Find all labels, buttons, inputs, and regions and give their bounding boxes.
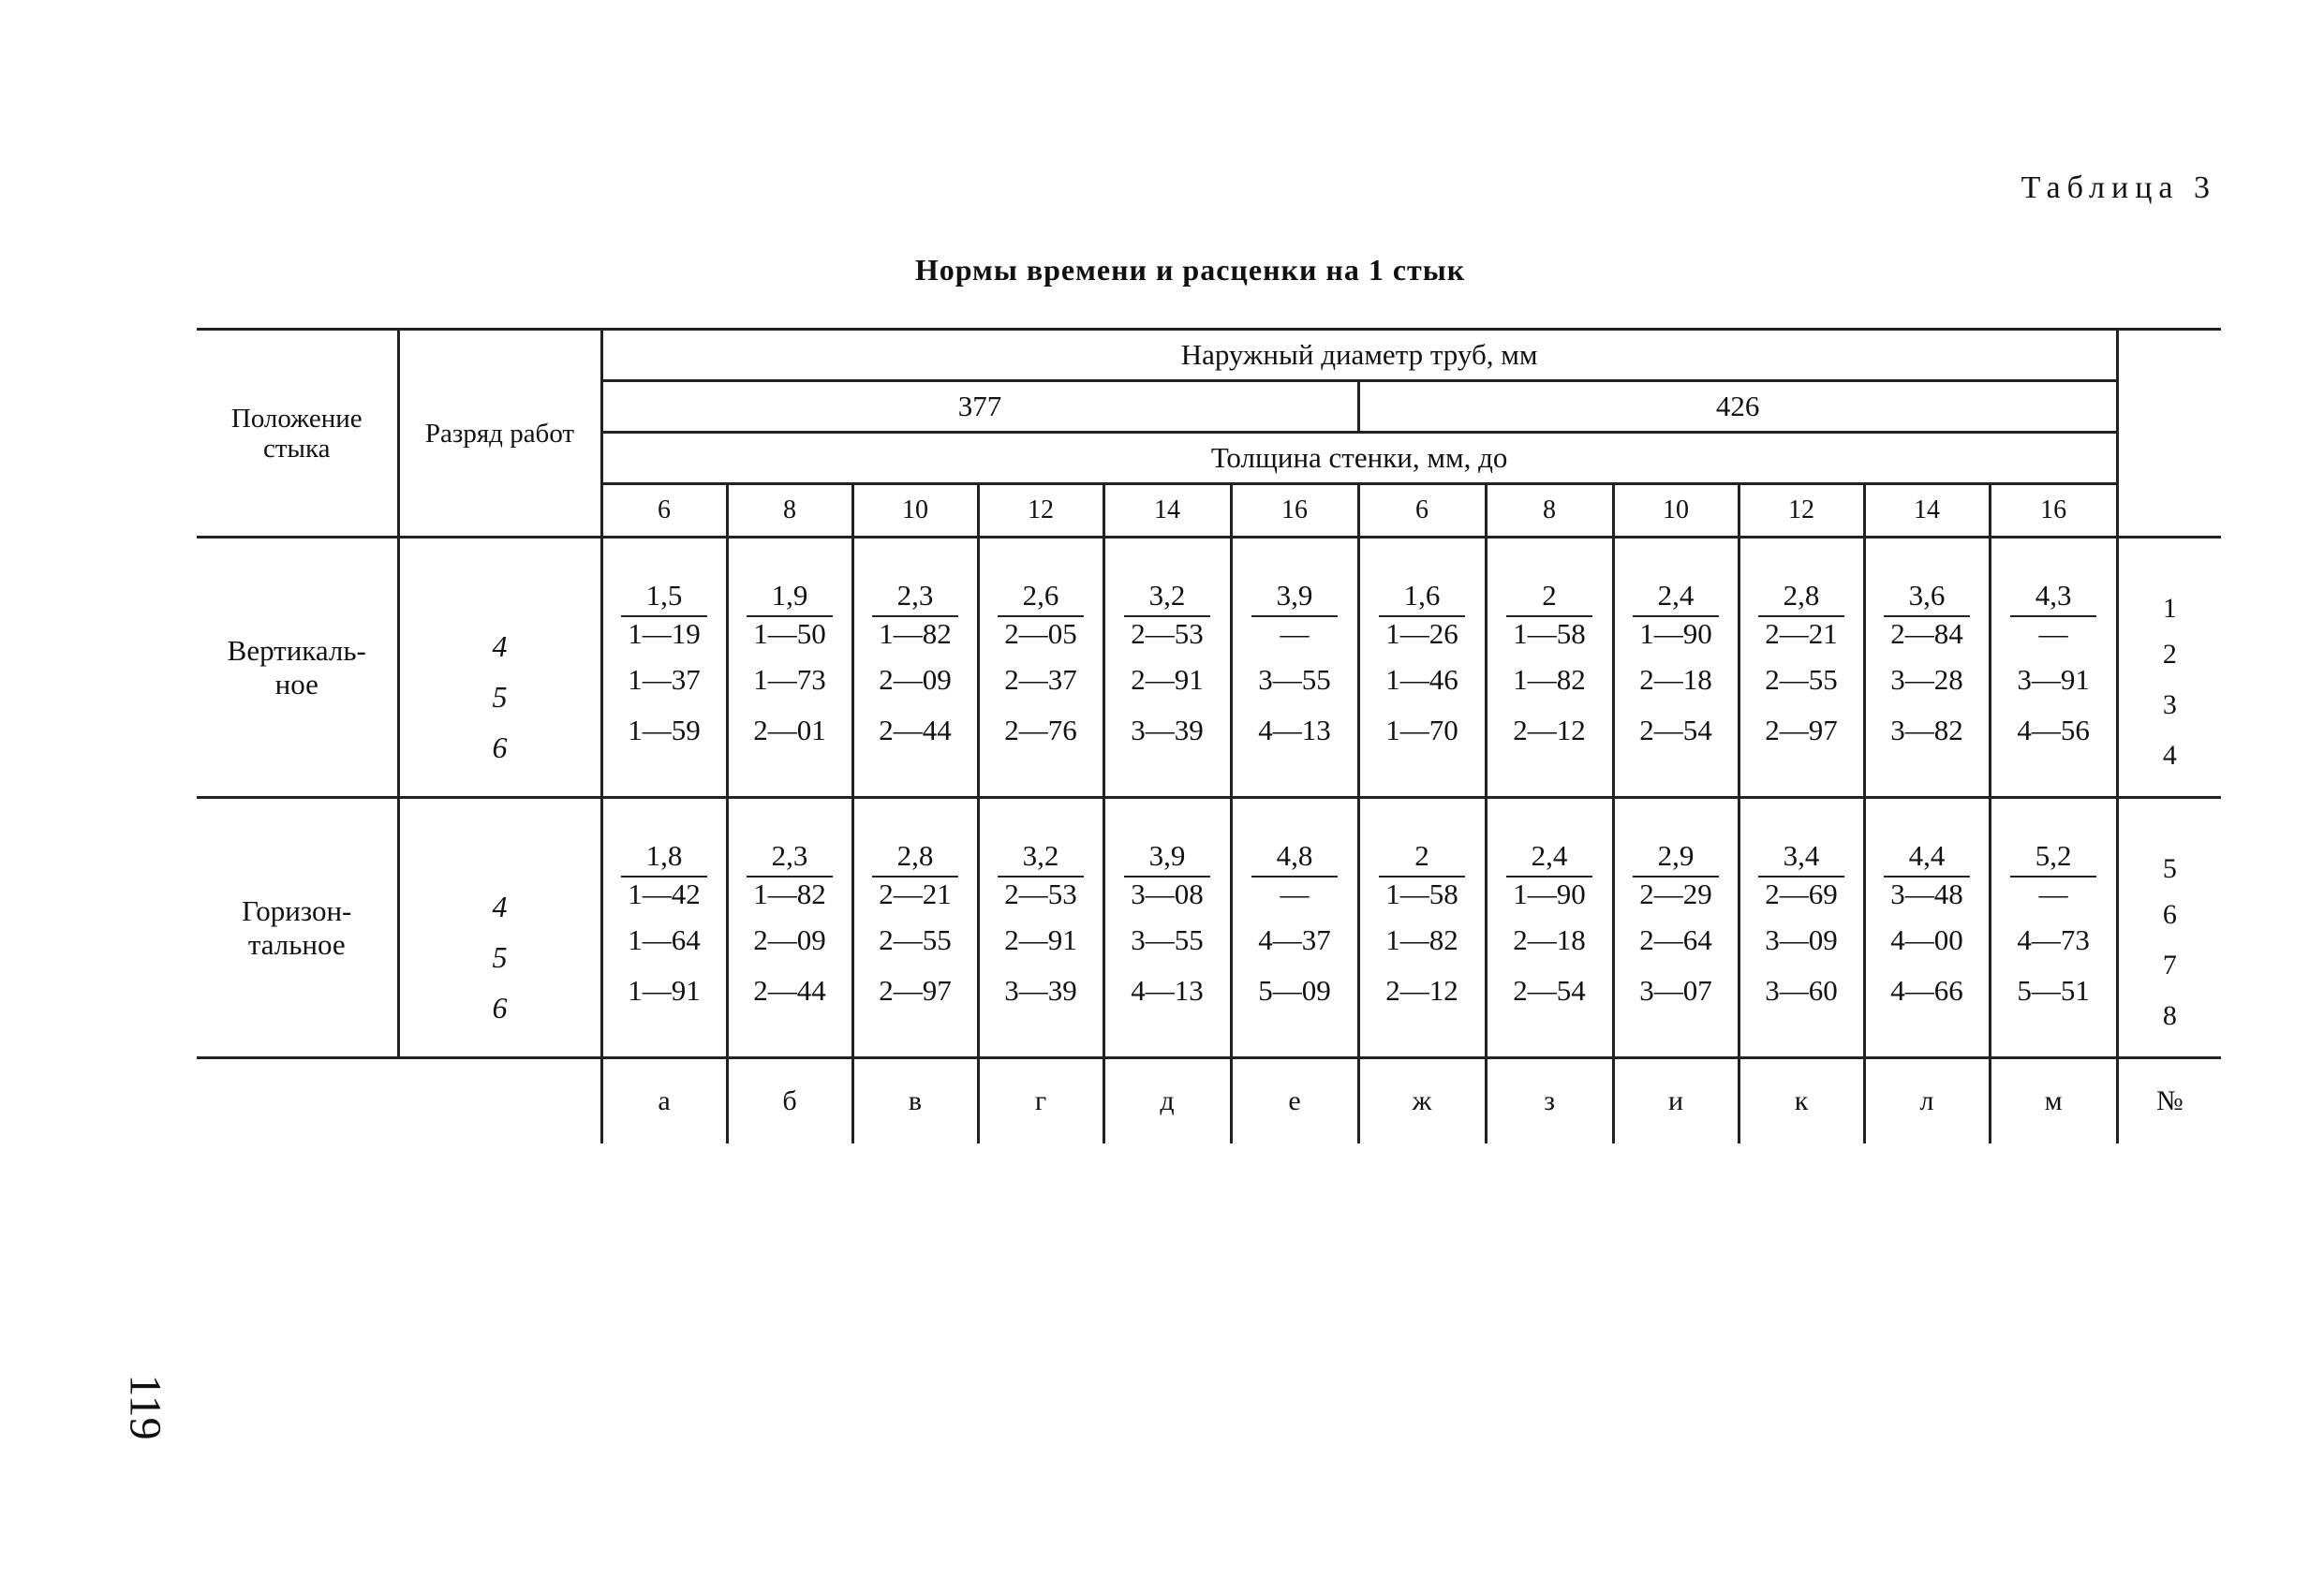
rate-value: 3—07 — [1639, 973, 1712, 1007]
rate-value: 1—90 — [1513, 877, 1586, 910]
group-row — [197, 798, 2221, 1058]
rate-value: 3—28 — [1890, 662, 1963, 696]
time-norm: 1,8 — [621, 840, 707, 878]
rate-value: — — [1280, 616, 1310, 650]
column-letter: к — [1739, 1058, 1864, 1144]
rate-value: 1—82 — [753, 877, 826, 910]
grade-value: 5 — [492, 679, 508, 714]
rate-value: 2—84 — [1890, 616, 1963, 650]
thickness-cell: 10 — [1613, 484, 1739, 538]
rate-cell — [1231, 538, 1358, 798]
rate-value: 2—55 — [1765, 662, 1838, 696]
time-norm: 2,6 — [998, 580, 1084, 617]
rate-value: 3—60 — [1765, 973, 1838, 1007]
rate-value: 2—54 — [1639, 713, 1712, 746]
header-wall-thickness: Толщина стенки, мм, до — [601, 433, 2117, 484]
column-letter: а — [658, 1085, 671, 1116]
row-numbers — [2117, 798, 2221, 1058]
rate-value: 2—91 — [1131, 662, 1204, 696]
rate-value: 2—64 — [1639, 922, 1712, 956]
rate-value: 4—73 — [2017, 922, 2090, 956]
rate-value: 3—55 — [1258, 662, 1331, 696]
rate-cell — [978, 538, 1103, 798]
column-letter: в — [852, 1058, 978, 1144]
rate-cell — [727, 798, 852, 1058]
rate-value: 2—44 — [879, 713, 952, 746]
joint-position-line: Горизон- — [242, 893, 352, 927]
rate-value: 1—59 — [628, 713, 701, 746]
rate-value: 1—70 — [1385, 713, 1458, 746]
thickness-cell: 12 — [1739, 484, 1864, 538]
row-number: 2 — [2162, 638, 2177, 670]
time-norm: 2,8 — [1758, 580, 1844, 617]
row-number: 5 — [2162, 852, 2177, 884]
rate-value: 3—08 — [1131, 877, 1204, 910]
grade-cell — [398, 538, 601, 798]
row-number: 3 — [2162, 688, 2177, 720]
rate-value: 2—44 — [753, 973, 826, 1007]
rate-value: 2—21 — [879, 877, 952, 910]
rate-value: 3—39 — [1131, 713, 1204, 746]
rate-value: 2—09 — [753, 922, 826, 956]
header-outer-diameter: Наружный диаметр труб, мм — [601, 330, 2117, 381]
rate-value: 2—29 — [1639, 877, 1712, 910]
rate-cell — [852, 798, 978, 1058]
time-norm: 3,9 — [1251, 580, 1338, 617]
column-letter: л — [1864, 1058, 1990, 1144]
time-norm: 4,3 — [2010, 580, 2096, 617]
rate-value: 3—39 — [1004, 973, 1077, 1007]
rate-cell — [1358, 798, 1486, 1058]
time-norm: 2 — [1379, 840, 1465, 878]
rate-cell — [1231, 798, 1358, 1058]
time-norm: 3,4 — [1758, 840, 1844, 878]
rate-value: 1—64 — [628, 922, 701, 956]
rate-value: 4—37 — [1258, 922, 1331, 956]
row-number: 6 — [2162, 898, 2177, 930]
column-letter: м — [1990, 1058, 2117, 1144]
rate-value: 1—82 — [879, 616, 952, 650]
rate-value: 1—90 — [1639, 616, 1712, 650]
rate-value: 2—18 — [1639, 662, 1712, 696]
grade-value: 5 — [492, 939, 508, 974]
rate-value: 2—76 — [1004, 713, 1077, 746]
rate-cell — [1739, 798, 1864, 1058]
row-number: 8 — [2162, 999, 2177, 1031]
rate-cell — [1864, 538, 1990, 798]
rate-value: 1—58 — [1385, 877, 1458, 910]
rate-value: 1—37 — [628, 662, 701, 696]
header-number-column — [2117, 330, 2221, 538]
joint-position-line: ное — [274, 667, 318, 701]
rate-value: 3—09 — [1765, 922, 1838, 956]
thickness-cell: 16 — [1990, 484, 2117, 538]
rate-value: 2—12 — [1513, 713, 1586, 746]
rate-cell — [601, 538, 727, 798]
rate-cell — [1990, 538, 2117, 798]
header-diameter-426: 426 — [1358, 381, 2117, 433]
rate-value: 4—56 — [2017, 713, 2090, 746]
rate-value: 1—26 — [1385, 616, 1458, 650]
grade-value: 6 — [492, 990, 508, 1025]
grade-value: 4 — [492, 889, 508, 923]
row-number: 1 — [2162, 592, 2177, 624]
rate-value: 2—55 — [879, 922, 952, 956]
rate-cell — [1486, 798, 1613, 1058]
time-norm: 2,8 — [872, 840, 958, 878]
time-norm: 5,2 — [2010, 840, 2096, 878]
rate-value: 1—82 — [1385, 922, 1458, 956]
grade-value: 6 — [492, 730, 508, 764]
rate-value: 1—82 — [1513, 662, 1586, 696]
rate-value: 4—13 — [1131, 973, 1204, 1007]
time-norm: 2 — [1506, 580, 1592, 617]
rate-cell — [1739, 538, 1864, 798]
rate-value: 4—13 — [1258, 713, 1331, 746]
rate-value: 1—19 — [628, 616, 701, 650]
group-row — [197, 538, 2221, 798]
rate-value: 2—91 — [1004, 922, 1077, 956]
time-norm: 1,5 — [621, 580, 707, 617]
grade-cell — [398, 798, 601, 1058]
rate-value: 2—97 — [1765, 713, 1838, 746]
norms-table — [197, 328, 2221, 1143]
rate-cell — [1103, 538, 1231, 798]
joint-position-line: тальное — [247, 927, 346, 961]
thickness-cell: 6 — [601, 484, 727, 538]
header-position: Положение стыка — [197, 330, 398, 538]
time-norm: 3,2 — [998, 840, 1084, 878]
time-norm: 3,6 — [1884, 580, 1970, 617]
table-label: Таблица 3 — [2021, 170, 2216, 205]
rate-value: 3—82 — [1890, 713, 1963, 746]
row-number: 7 — [2162, 949, 2177, 981]
column-letter: е — [1231, 1058, 1358, 1144]
rate-cell — [978, 798, 1103, 1058]
rate-value: 2—18 — [1513, 922, 1586, 956]
rate-value: 5—51 — [2017, 973, 2090, 1007]
rate-value: 3—91 — [2017, 662, 2090, 696]
thickness-cell: 14 — [1864, 484, 1990, 538]
thickness-cell: 8 — [1486, 484, 1613, 538]
rate-value: 2—97 — [879, 973, 952, 1007]
rate-cell — [1613, 538, 1739, 798]
time-norm: 3,9 — [1124, 840, 1210, 878]
column-letter: и — [1613, 1058, 1739, 1144]
rate-cell — [1103, 798, 1231, 1058]
rate-value: 2—53 — [1131, 616, 1204, 650]
rate-value: 2—01 — [753, 713, 826, 746]
header-grade: Разряд работ — [398, 330, 601, 538]
thickness-cell: 12 — [978, 484, 1103, 538]
rate-cell — [1864, 798, 1990, 1058]
row-number: 4 — [2162, 739, 2177, 771]
column-letters-row — [197, 1058, 2221, 1144]
rate-value: 1—73 — [753, 662, 826, 696]
time-norm: 2,3 — [747, 840, 833, 878]
number-sign: № — [2117, 1058, 2221, 1144]
time-norm: 3,2 — [1124, 580, 1210, 617]
rate-value: — — [2038, 616, 2068, 650]
header-diameter-377: 377 — [601, 381, 1358, 433]
rate-value: 2—69 — [1765, 877, 1838, 910]
rate-value: 1—91 — [628, 973, 701, 1007]
rate-value: 2—37 — [1004, 662, 1077, 696]
joint-position-line: Вертикаль- — [227, 633, 366, 667]
rate-value: 4—66 — [1890, 973, 1963, 1007]
rate-value: 2—54 — [1513, 973, 1586, 1007]
thickness-cell: 14 — [1103, 484, 1231, 538]
rate-cell — [852, 538, 978, 798]
rate-value: 1—46 — [1385, 662, 1458, 696]
rate-value: 2—12 — [1385, 973, 1458, 1007]
rate-value: — — [2038, 877, 2068, 910]
column-letter: б — [727, 1058, 852, 1144]
rate-value: 2—53 — [1004, 877, 1077, 910]
thickness-cell: 16 — [1231, 484, 1358, 538]
time-norm: 4,8 — [1251, 840, 1338, 878]
time-norm: 1,6 — [1379, 580, 1465, 617]
time-norm: 1,9 — [747, 580, 833, 617]
thickness-cell: 8 — [727, 484, 852, 538]
rate-value: 1—58 — [1513, 616, 1586, 650]
joint-position — [197, 538, 398, 798]
rate-cell — [1486, 538, 1613, 798]
rate-value: 2—09 — [879, 662, 952, 696]
rate-cell — [601, 798, 727, 1058]
rate-cell — [727, 538, 852, 798]
column-letter: ж — [1358, 1058, 1486, 1144]
column-letter: г — [978, 1058, 1103, 1144]
thickness-cell: 6 — [1358, 484, 1486, 538]
table-title: Нормы времени и расценки на 1 стык — [914, 253, 1466, 287]
table-body — [197, 538, 2221, 1058]
rate-value: — — [1280, 877, 1310, 910]
time-norm: 4,4 — [1884, 840, 1970, 878]
time-norm: 2,4 — [1506, 840, 1592, 878]
rate-value: 2—05 — [1004, 616, 1077, 650]
time-norm: 2,9 — [1633, 840, 1719, 878]
column-letter: з — [1486, 1058, 1613, 1144]
rate-value: 4—00 — [1890, 922, 1963, 956]
rate-cell — [1990, 798, 2117, 1058]
time-norm: 2,4 — [1633, 580, 1719, 617]
thickness-cell: 10 — [852, 484, 978, 538]
page-number: 119 — [120, 1374, 170, 1440]
rate-value: 5—09 — [1258, 973, 1331, 1007]
rate-value: 3—55 — [1131, 922, 1204, 956]
time-norm: 2,3 — [872, 580, 958, 617]
rate-value: 3—48 — [1890, 877, 1963, 910]
rate-value: 2—21 — [1765, 616, 1838, 650]
rate-cell — [1613, 798, 1739, 1058]
joint-position — [197, 798, 398, 1058]
row-numbers — [2117, 538, 2221, 798]
rate-value: 1—42 — [628, 877, 701, 910]
rate-value: 1—50 — [753, 616, 826, 650]
column-letter: д — [1103, 1058, 1231, 1144]
rate-cell — [1358, 538, 1486, 798]
grade-value: 4 — [492, 628, 508, 663]
